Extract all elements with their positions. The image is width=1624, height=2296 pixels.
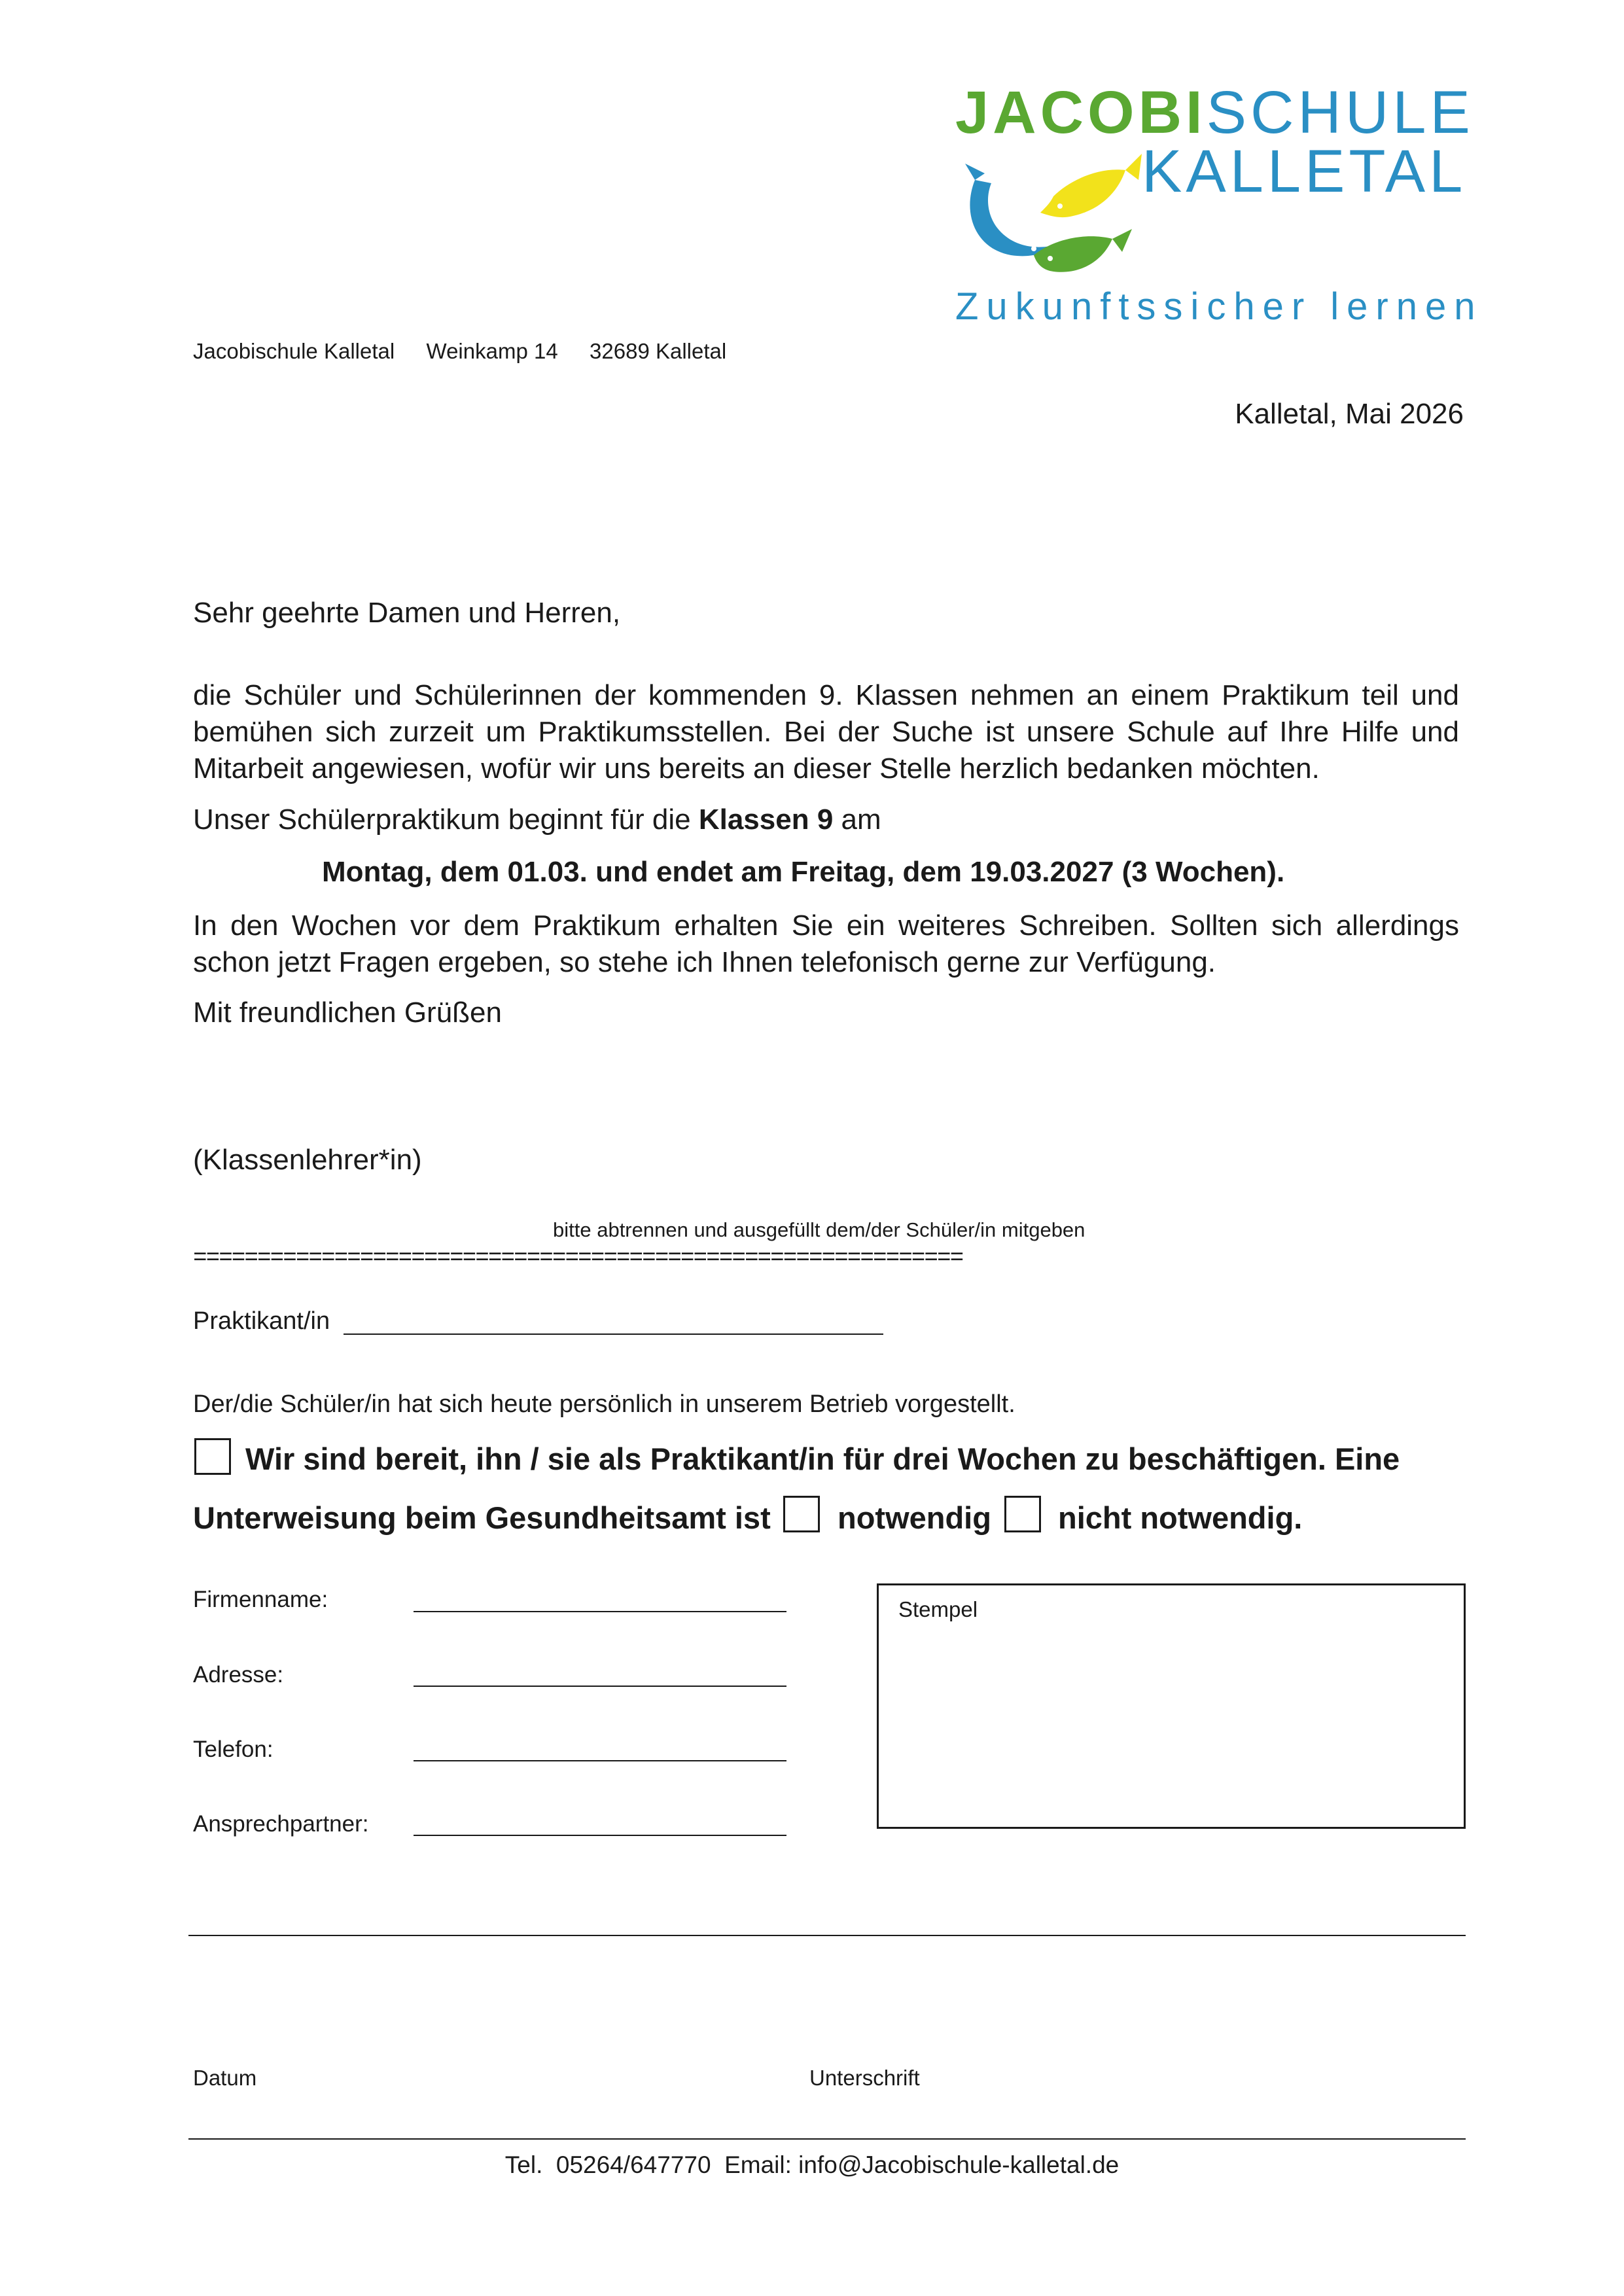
signature-line[interactable] [188, 1935, 1466, 1936]
intern-label: Praktikant/in [193, 1307, 330, 1335]
logo-title-line1: JACOBISCHULE [955, 79, 1474, 146]
class-highlight: Klassen 9 [698, 804, 834, 836]
contact-label: Ansprechpartner: [193, 1811, 369, 1837]
paragraph-followup: In den Wochen vor dem Praktikum erhalten Sie ein weiteres Schreiben. Sollten sich allerdings schon jetzt Fragen ergeben, so stehe ich Ihnen telefonisch gerne zur Verfügung. [193, 910, 1459, 978]
school-logo [955, 79, 1483, 334]
footer-contact: Tel. 05264/647770 Email: info@Jacobischule-kalletal.de [504, 2151, 1120, 2178]
footer-divider [188, 2138, 1466, 2140]
date-label: Datum [193, 2066, 257, 2090]
phone-label: Telefon: [193, 1737, 274, 1762]
not-required-checkbox[interactable] [1004, 1496, 1041, 1532]
cut-note: bitte abtrennen und ausgefüllt dem/der Schüler/in mitgeben [553, 1218, 1086, 1241]
sender-name: Jacobischule Kalletal [193, 339, 395, 363]
confirm-line1: Wir sind bereit, ihn / sie als Praktikant/in für drei Wochen zu beschäftigen. Eine [245, 1441, 1400, 1476]
required-checkbox[interactable] [783, 1496, 820, 1532]
sender-street: Weinkamp 14 [426, 339, 558, 363]
address-field-line[interactable] [414, 1686, 786, 1687]
stamp-box[interactable] [877, 1583, 1466, 1829]
company-label: Firmenname: [193, 1587, 328, 1612]
stamp-label: Stempel [898, 1597, 978, 1621]
logo-tagline: Zukunftssicher lernen [955, 285, 1483, 328]
option-not-required: nicht notwendig. [1058, 1500, 1303, 1535]
closing: Mit freundlichen Grüßen [193, 997, 502, 1029]
address-label: Adresse: [193, 1662, 284, 1687]
option-required: notwendig [838, 1500, 991, 1535]
presented-statement: Der/die Schüler/in hat sich heute persönlich in unserem Betrieb vorgestellt. [193, 1390, 1015, 1418]
contact-field-line[interactable] [414, 1835, 786, 1836]
salutation: Sehr geehrte Damen und Herren, [193, 597, 621, 629]
paragraph-intro: die Schüler und Schülerinnen der kommenden 9. Klassen nehmen an einem Praktikum teil und bemühen sich zurzeit um Praktikumsstellen. Bei der Suche ist unsere Schule auf Ihre Hilfe und Mitarbeit angewiesen, wofür wir uns bereits an dieser Stelle herzlich bedanken möchten. [193, 679, 1459, 785]
intern-name-line[interactable] [344, 1333, 883, 1335]
phone-field-line[interactable] [414, 1760, 786, 1761]
company-field-line[interactable] [414, 1611, 786, 1612]
signatory: (Klassenlehrer*in) [193, 1144, 422, 1176]
paragraph-start: Unser Schülerpraktikum beginnt für die Klassen 9 am [193, 804, 881, 836]
confirm-checkbox[interactable] [194, 1438, 231, 1475]
cut-line: ============================================================ [193, 1245, 963, 1271]
logo-title-line2: KALLETAL [1142, 138, 1467, 205]
fish-logo-icon [955, 141, 1152, 285]
confirm-line2: Unterweisung beim Gesundheitsamt ist [193, 1500, 771, 1535]
sender-city: 32689 Kalletal [590, 339, 727, 363]
letter-date: Kalletal, Mai 2026 [1235, 398, 1464, 430]
sender-line [193, 339, 726, 364]
signature-label: Unterschrift [809, 2066, 920, 2090]
internship-dates: Montag, dem 01.03. und endet am Freitag, dem 19.03.2027 (3 Wochen). [322, 856, 1285, 888]
